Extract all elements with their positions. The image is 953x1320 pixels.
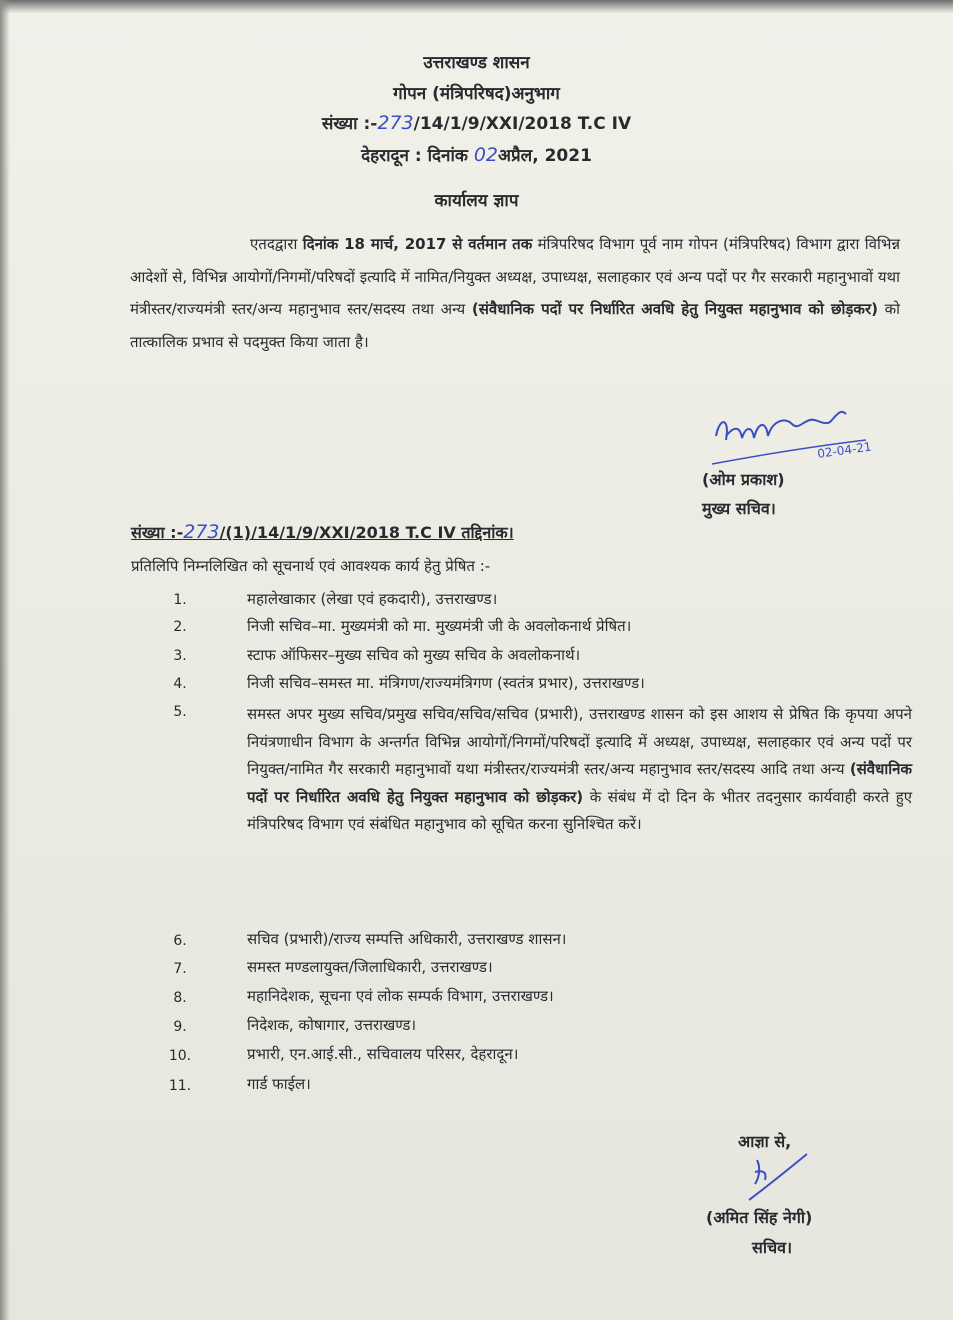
list-item: सचिव (प्रभारी)/राज्य सम्पत्ति अधिकारी, उत्तराखण्ड शासन।: [247, 930, 567, 948]
list-item: महालेखाकार (लेखा एवं हकदारी), उत्तराखण्ड।: [247, 590, 498, 608]
ref-suffix: /14/1/9/XXI/2018 T.C IV: [413, 114, 632, 134]
list-item-number: 3.: [173, 648, 187, 664]
list-item: स्टाफ ऑफिसर–मुख्य सचिव को मुख्य सचिव के अवलोकनार्थ।: [247, 646, 581, 664]
para-bold-date: दिनांक 18 मार्च, 2017 से वर्तमान तक: [302, 235, 533, 253]
item5-rest: के संबंध में दो दिन के भीतर तदनुसार कार्यवाही करते हुए मंत्रिपरिषद विभाग एवं संबंधित महानुभाव को सूचित करना सुनिश्चित करें।: [247, 787, 912, 833]
list-item: समस्त मण्डलायुक्त/जिलाधिकारी, उत्तराखण्ड।: [247, 958, 493, 976]
date-prefix: देहरादून : दिनांक: [361, 146, 474, 166]
item5-text: समस्त अपर मुख्य सचिव/प्रमुख सचिव/सचिव/सचिव (प्रभारी), उत्तराखण्ड शासन को इस आशय से प्रेषित कि कृपया अपने नियंत्रणाधीन विभाग के अन्तर्गत विभिन्न आयोगों/निगमों/परिषदों इत्यादि में अध्यक्ष, उपाध्यक्ष, सलाहकार एवं अन्य पदों पर नियुक्त/नामित गैर सरकारी महानुभावों यथा मंत्रीस्तर/राज्यमंत्री स्तर/अन्य महानुभाव स्तर/सदस्य आदि तथा अन्य: [247, 705, 912, 778]
list-item-number: 8.: [173, 990, 187, 1006]
date-handwritten-day: 02: [473, 144, 499, 166]
list-item-number: 9.: [173, 1019, 187, 1035]
list-item: निजी सचिव–समस्त मा. मंत्रिगण/राज्यमंत्रिगण (स्वतंत्र प्रभार), उत्तराखण्ड।: [247, 674, 645, 692]
para-text-2: मंत्रिपरिषद विभाग पूर्व नाम गोपन (मंत्रिपरिषद) विभाग द्वारा विभिन्न आदेशों से, विभिन्न आयोगों/निगमों/परिषदों इत्यादि में नामित/नियुक्त अध्यक्ष, उपाध्यक्ष, सलाहकार एवं अन्य पदों पर गैर सरकारी महानुभावों यथा मंत्रीस्तर/राज्यमंत्री स्तर/अन्य महानुभाव स्तर/सदस्य तथा अन्य: [130, 235, 901, 318]
secretary-title: सचिव।: [752, 1238, 793, 1257]
list-item-number: 10.: [168, 1048, 192, 1064]
chief-secretary-name: (ओम प्रकाश): [702, 470, 785, 489]
list-item-number: 11.: [168, 1078, 192, 1094]
copy-ref-handwritten-number: 273: [183, 521, 220, 543]
signature-date: 02-04-21: [816, 439, 873, 461]
para-text-1: एतदद्वारा: [250, 235, 303, 253]
list-item: महानिदेशक, सूचना एवं लोक सम्पर्क विभाग, उत्तराखण्ड।: [247, 987, 554, 1005]
signature-scribble-secretary: [735, 1150, 815, 1202]
list-item-number: 6.: [173, 933, 187, 949]
date-suffix: अप्रैल, 2021: [498, 146, 592, 166]
copy-ref-prefix: संख्या :-: [131, 523, 184, 542]
list-item: [247, 701, 912, 839]
list-item-number: 2.: [173, 619, 187, 635]
para-text-3: को तात्कालिक प्रभाव से पदमुक्त किया जाता है।: [130, 300, 900, 351]
para-bold-exception: (संवैधानिक पदों पर निर्धारित अवधि हेतु नियुक्त महानुभाव को छोड़कर): [471, 300, 878, 318]
date-line: [0, 143, 953, 166]
list-item-number: 7.: [173, 961, 187, 977]
by-order-text: आज्ञा से,: [738, 1132, 792, 1151]
page-edge-shadow: [0, 0, 953, 14]
list-item: प्रभारी, एन.आई.सी., सचिवालय परिसर, देहरादून।: [247, 1045, 519, 1063]
secretary-name: (अमित सिंह नेगी): [706, 1208, 813, 1227]
signature-scribble-chief-secretary: [706, 396, 876, 468]
list-item: गार्ड फाईल।: [247, 1075, 311, 1093]
reference-number: [0, 111, 953, 134]
section-name: गोपन (मंत्रिपरिषद)अनुभाग: [393, 84, 560, 104]
copy-intro: प्रतिलिपि निम्नलिखित को सूचनार्थ एवं आवश्यक कार्य हेतु प्रेषित :-: [131, 557, 491, 575]
copy-ref-suffix: /(1)/14/1/9/XXI/2018 T.C IV तद्दिनांक।: [219, 523, 514, 542]
office-memo-paragraph: [130, 228, 900, 358]
copy-reference: [131, 521, 514, 543]
item5-bold-exception: (संवैधानिक पदों पर निर्धारित अवधि हेतु नियुक्त महानुभाव को छोड़कर): [247, 760, 912, 806]
ref-prefix: संख्या :-: [321, 114, 378, 134]
list-item-number: 1.: [173, 592, 187, 608]
list-item: निदेशक, कोषागार, उत्तराखण्ड।: [247, 1016, 417, 1034]
ref-handwritten-number: 273: [377, 112, 414, 134]
list-item: निजी सचिव–मा. मुख्यमंत्री को मा. मुख्यमंत्री जी के अवलोकनार्थ प्रेषित।: [247, 617, 632, 635]
list-item-number: 5.: [173, 704, 187, 720]
chief-secretary-title: मुख्य सचिव।: [702, 499, 776, 518]
document-type-title: कार्यालय ज्ञाप: [434, 191, 519, 211]
list-item-number: 4.: [173, 676, 187, 692]
govt-name: उत्तराखण्ड शासन: [423, 53, 530, 73]
